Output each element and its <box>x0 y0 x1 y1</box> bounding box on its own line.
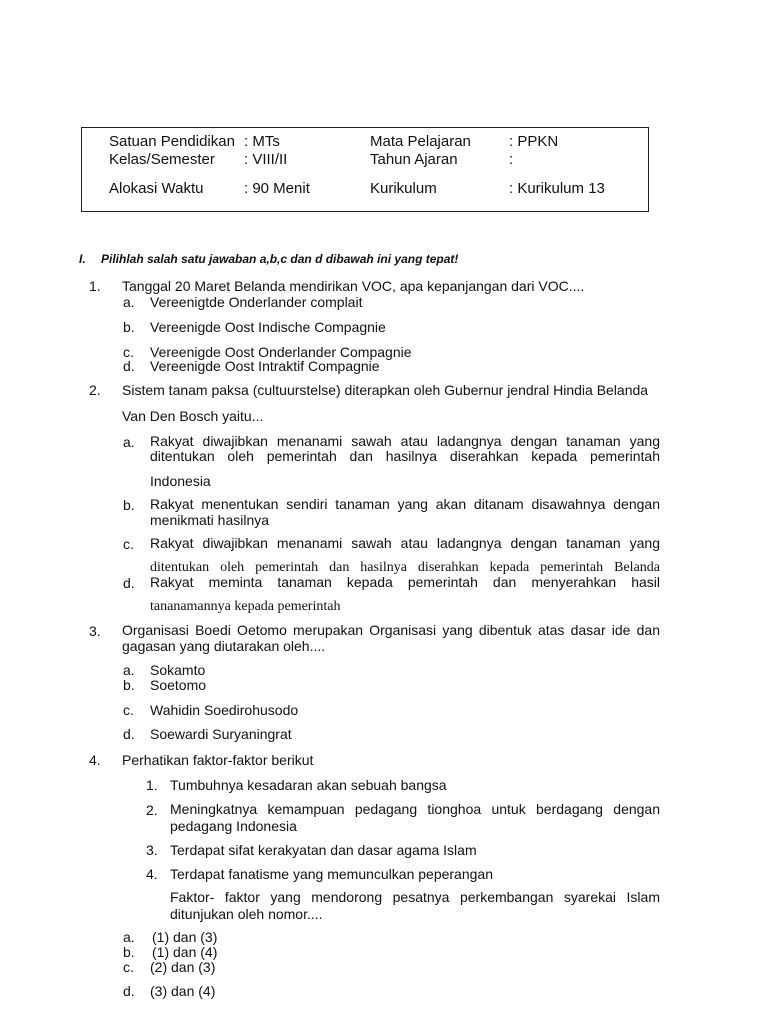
q4-item-number: 2. <box>146 802 158 818</box>
tahun-value: : <box>509 151 514 168</box>
kurikulum-label: Kurikulum <box>370 180 437 197</box>
kelas-label: Kelas/Semester <box>109 151 215 168</box>
q2-d-letter: d. <box>123 575 135 591</box>
q1-option-c: Vereenigde Oost Onderlander Compagnie <box>150 344 412 360</box>
q3-c-letter: c. <box>123 702 134 718</box>
section-instruction: Pilihlah salah satu jawaban a,b,c dan d dibawah ini yang tepat! <box>101 252 459 266</box>
q4-stem-line2: ditunjukan oleh nomor.... <box>170 906 323 922</box>
q2-option-b-line2: menikmati hasilnya <box>150 512 270 528</box>
q3-text-line2: gagasan yang diutarakan oleh.... <box>122 638 326 654</box>
q4-item-number: 1. <box>146 777 158 793</box>
tahun-label: Tahun Ajaran <box>370 151 458 168</box>
q1-b-letter: b. <box>123 319 135 335</box>
q2-option-a-line2: ditentukan oleh pemerintah dan hasilnya diserahkan kepada pemerintah <box>150 448 660 464</box>
q1-a-letter: a. <box>123 294 135 310</box>
q1-number: 1. <box>89 278 101 294</box>
section-number: I. <box>79 252 86 266</box>
q4-item-text: Meningkatnya kemampuan pedagang tionghoa untuk berdagang dengan <box>170 801 660 817</box>
q3-a-letter: a. <box>123 662 135 678</box>
q4-a-letter: a. <box>123 929 135 945</box>
q4-item-text: Terdapat fanatisme yang memunculkan peperangan <box>170 866 493 882</box>
q4-item-text-line2: pedagang Indonesia <box>170 818 297 834</box>
q2-b-letter: b. <box>123 497 135 513</box>
q2-number: 2. <box>89 382 101 398</box>
kelas-value: : VIII/II <box>244 151 288 168</box>
q4-option-a: (1) dan (3) <box>152 929 218 945</box>
alokasi-label: Alokasi Waktu <box>109 180 204 197</box>
q4-option-c: (2) dan (3) <box>150 959 216 975</box>
q2-option-a-line1: Rakyat diwajibkan menanami sawah atau ladangnya dengan tanaman yang <box>150 433 660 449</box>
q1-text: Tanggal 20 Maret Belanda mendirikan VOC, apa kepanjangan dari VOC.... <box>122 278 585 294</box>
q4-b-letter: b. <box>123 944 135 960</box>
q2-option-d-line2: tananamannya kepada pemerintah <box>150 599 341 614</box>
mapel-value: : PPKN <box>509 133 559 150</box>
q3-b-letter: b. <box>123 677 135 693</box>
q3-option-d: Soewardi Suryaningrat <box>150 726 292 742</box>
q2-option-a-line3: Indonesia <box>150 473 211 489</box>
q4-option-b: (1) dan (4) <box>152 944 218 960</box>
q2-text-line1: Sistem tanam paksa (cultuurstelse) diterapkan oleh Gubernur jendral Hindia Belanda <box>122 382 649 398</box>
satuan-label: Satuan Pendidikan <box>109 133 235 150</box>
satuan-value: : MTs <box>244 133 280 150</box>
q2-text-line2: Van Den Bosch yaitu... <box>122 408 264 424</box>
q3-option-a: Sokamto <box>150 662 206 678</box>
q2-a-letter: a. <box>123 434 135 450</box>
q2-option-c-line2: ditentukan oleh pemerintah dan hasilnya diserahkan kepada pemerintah Belanda <box>150 560 660 575</box>
q4-item-number: 4. <box>146 866 158 882</box>
q4-c-letter: c. <box>123 959 134 975</box>
q4-item-number: 3. <box>146 842 158 858</box>
mapel-label: Mata Pelajaran <box>370 133 471 150</box>
q1-d-letter: d. <box>123 358 135 374</box>
q2-option-c-line1: Rakyat diwajibkan menanami sawah atau ladangnya dengan tanaman yang <box>150 535 660 551</box>
q1-option-a: Vereenigtde Onderlander complait <box>150 294 363 310</box>
q4-stem-line1: Faktor- faktor yang mendorong pesatnya perkembangan syarekai Islam <box>170 889 660 905</box>
q2-option-b-line1: Rakyat menentukan sendiri tanaman yang akan ditanam disawahnya dengan <box>150 496 660 512</box>
q1-option-b: Vereenigde Oost Indische Compagnie <box>150 319 386 335</box>
q4-number: 4. <box>89 752 101 768</box>
q4-item-text: Tumbuhnya kesadaran akan sebuah bangsa <box>170 777 447 793</box>
alokasi-value: : 90 Menit <box>244 180 310 197</box>
q3-d-letter: d. <box>123 726 135 742</box>
q2-option-d-line1: Rakyat meminta tanaman kepada pemerintah dan menyerahkan hasil <box>150 574 660 590</box>
q4-item-text: Terdapat sifat kerakyatan dan dasar agama Islam <box>170 842 477 858</box>
q3-text-line1: Organisasi Boedi Oetomo merupakan Organisasi yang dibentuk atas dasar ide dan <box>122 622 660 638</box>
q4-d-letter: d. <box>123 983 135 999</box>
q2-c-letter: c. <box>123 536 134 552</box>
q1-c-letter: c. <box>123 344 134 360</box>
q1-option-d: Vereenigde Oost Intraktif Compagnie <box>150 358 380 374</box>
q3-option-c: Wahidin Soedirohusodo <box>150 702 299 718</box>
q3-option-b: Soetomo <box>150 677 207 693</box>
q4-text: Perhatikan faktor-faktor berikut <box>122 752 314 768</box>
kurikulum-value: : Kurikulum 13 <box>509 180 605 197</box>
q3-number: 3. <box>89 623 101 639</box>
q4-option-d: (3) dan (4) <box>150 983 216 999</box>
